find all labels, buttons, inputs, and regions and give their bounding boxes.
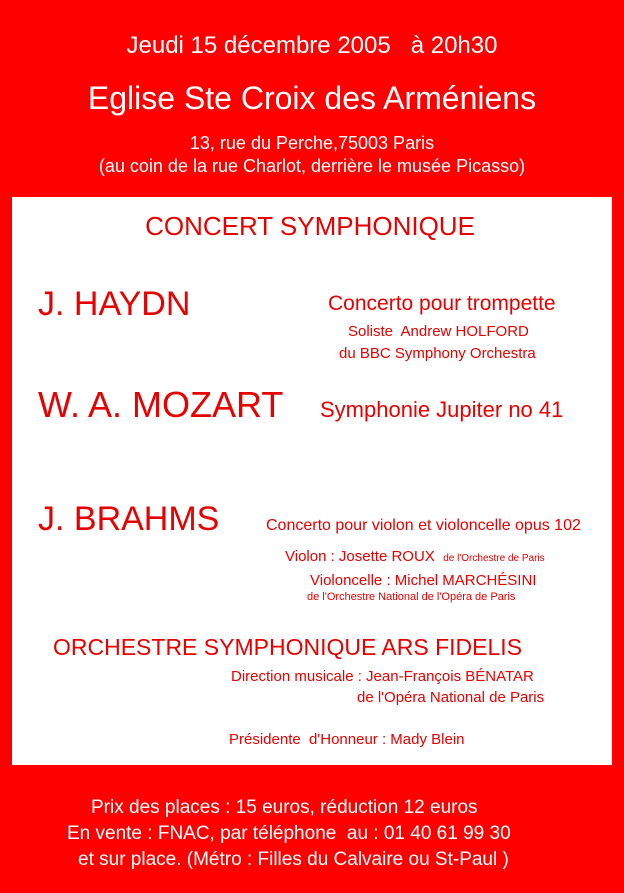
venue-name: Eglise Ste Croix des Arméniens [87,80,537,116]
venue-directions: (au coin de la rue Charlot, derrière le musée Picasso) [98,156,526,176]
soloist-haydn: Soliste Andrew HOLFORD [348,323,529,340]
honorary-president: Présidente d'Honneur : Mady Blein [229,731,465,748]
ticket-prices: Prix des places : 15 euros, réduction 12 euros [91,797,478,818]
program-heading: CONCERT SYMPHONIQUE [145,211,475,241]
work-haydn: Concerto pour trompette [328,292,556,315]
ticket-onsite: et sur place. (Métro : Filles du Calvaire ou St-Paul ) [78,849,509,870]
event-date: Jeudi 15 décembre 2005 à 20h30 [126,32,498,59]
cello-soloist-name: Violoncelle : Michel MARCHÉSINI [310,572,537,589]
orchestra-name: ORCHESTRE SYMPHONIQUE ARS FIDELIS [53,634,523,660]
violin-soloist-name: Violon : Josette ROUX [285,548,435,565]
work-mozart: Symphonie Jupiter no 41 [320,397,564,422]
venue-address: 13, rue du Perche,75003 Paris [189,133,435,153]
work-brahms: Concerto pour violon et violoncelle opus 102 [266,517,581,534]
composer-brahms: J. BRAHMS [38,500,220,538]
composer-haydn: J. HAYDN [38,285,191,323]
composer-mozart: W. A. MOZART [38,384,284,425]
cello-soloist-org: de l'Orchestre National de l'Opéra de Paris [307,591,516,603]
violin-soloist [285,548,545,566]
violin-soloist-org: de l'Orchestre de Paris [443,553,545,564]
conductor: Direction musicale : Jean-François BÉNATAR [231,668,534,685]
conductor-org: de l'Opéra National de Paris [357,689,545,706]
soloist-org-haydn: du BBC Symphony Orchestra [339,345,536,362]
ticket-sales: En vente : FNAC, par téléphone au : 01 40 61 99 30 [67,823,511,844]
